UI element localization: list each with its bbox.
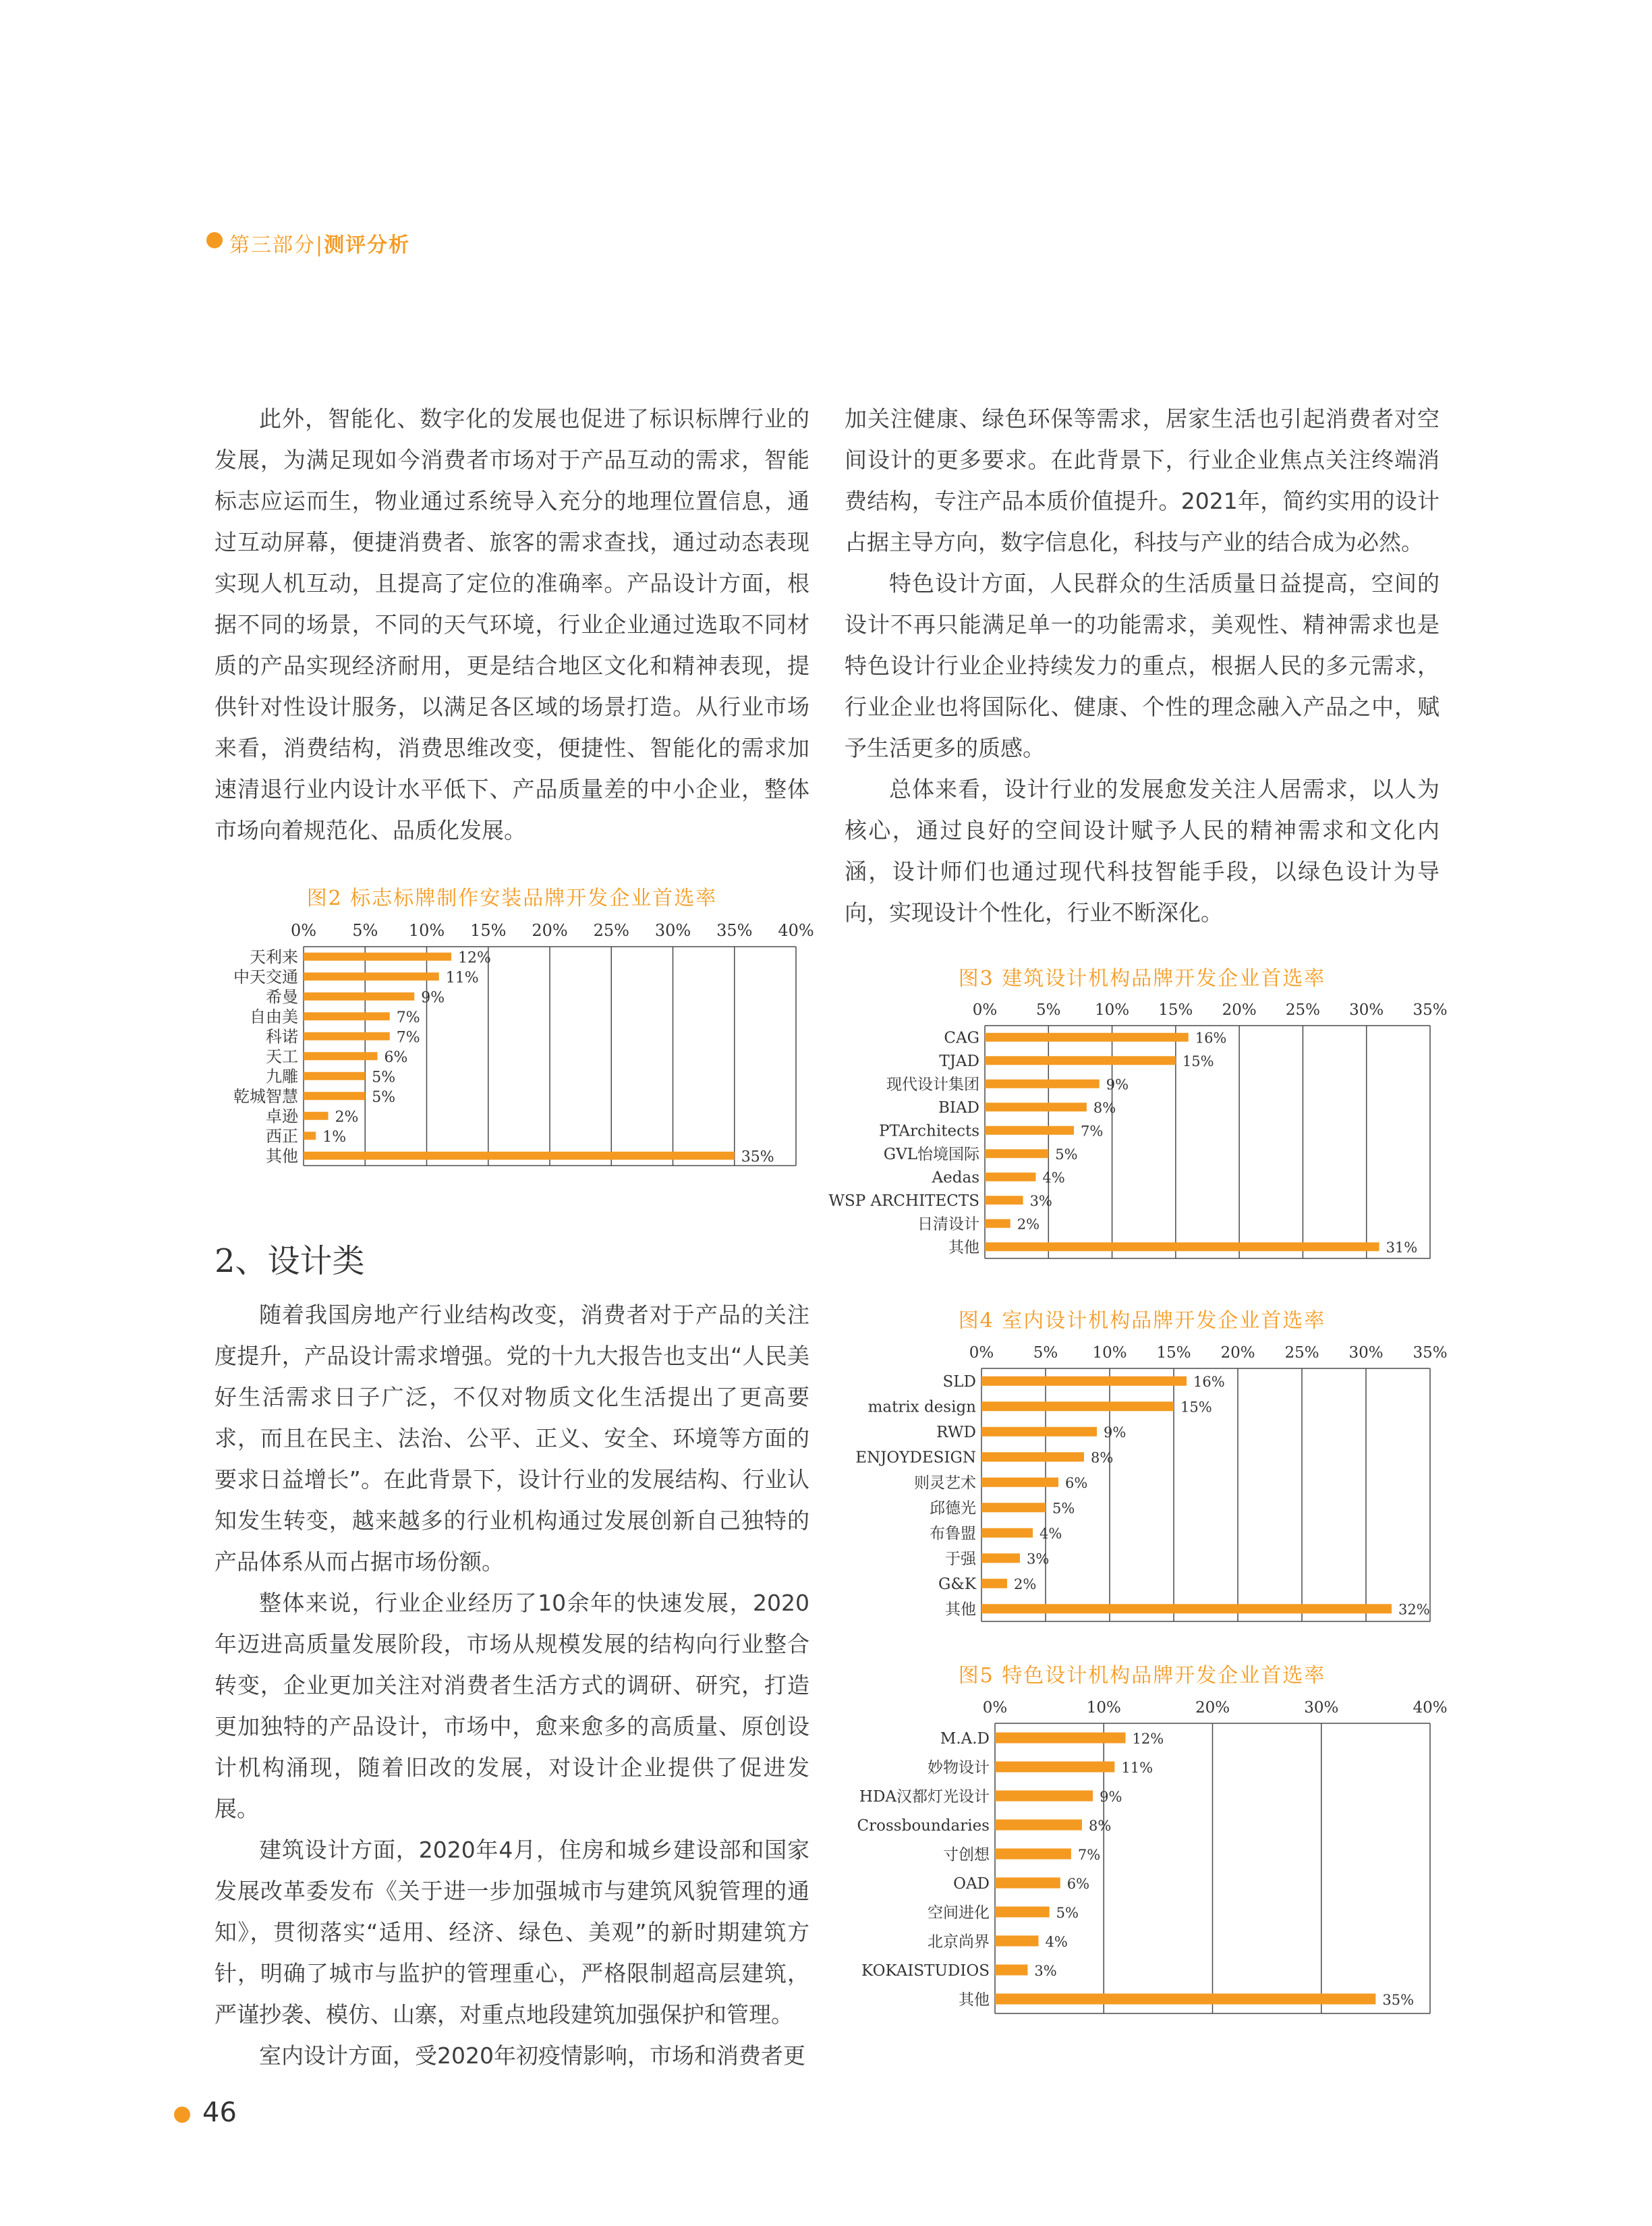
data-label: 5% <box>372 1088 396 1106</box>
bar <box>304 1012 390 1020</box>
bar <box>985 1126 1074 1135</box>
paragraph: 随着我国房地产行业结构改变，消费者对于产品的关注度提升，产品设计需求增强。党的十九大报告也支出“人民美好生活需求日子广泛，不仅对物质文化生活提出了更高要求，而且在民主、法治、公平、正义、安全、环境等方面的要求日益增长”。在此背景下，设计行业的发展结构、行业认知发生转变，越来越多的行业机构通过发展创新自己独特的产品体系从而占据市场份额。 <box>215 1302 809 1575</box>
tick-label: 25% <box>1284 1344 1319 1362</box>
tick-label: 5% <box>352 921 378 940</box>
tick-label: 5% <box>1033 1344 1058 1362</box>
data-label: 32% <box>1398 1601 1430 1618</box>
bar <box>304 953 451 961</box>
data-label: 4% <box>1039 1526 1062 1542</box>
left-column-top <box>215 398 809 851</box>
bar <box>995 1936 1039 1947</box>
data-label: 8% <box>1089 1817 1112 1834</box>
bar <box>304 1072 365 1080</box>
category-label: WSP ARCHITECTS <box>828 1192 979 1211</box>
category-label: M.A.D <box>940 1729 990 1748</box>
category-label: 日清设计 <box>917 1215 979 1233</box>
data-label: 6% <box>384 1049 408 1066</box>
tick-label: 0% <box>969 1344 994 1362</box>
data-label: 7% <box>1081 1123 1104 1140</box>
tick-label: 20% <box>1220 1344 1255 1362</box>
tick-label: 20% <box>1195 1699 1230 1717</box>
tick-label: 10% <box>1086 1699 1121 1717</box>
bar <box>981 1579 1007 1588</box>
bar <box>985 1196 1023 1204</box>
data-label: 5% <box>1052 1500 1075 1517</box>
header-separator: | <box>316 233 324 257</box>
bar <box>981 1376 1187 1386</box>
paragraph: 加关注健康、绿色环保等需求，居家生活也引起消费者对空间设计的更多要求。在此背景下，行业企业焦点关注终端消费结构，专注产品本质价值提升。2021年，简约实用的设计占据主导方向，数字信息化，科技与产业的结合成为必然。 <box>845 406 1440 555</box>
category-label: 其他 <box>266 1146 298 1166</box>
bar <box>985 1080 1100 1088</box>
data-label: 11% <box>445 969 479 986</box>
data-label: 9% <box>1106 1076 1129 1093</box>
tick-label: 20% <box>1222 1001 1257 1019</box>
figure-4-title: 图4 室内设计机构品牌开发企业首选率 <box>958 1309 1326 1333</box>
category-label: 天工 <box>266 1047 298 1066</box>
section-name: 第三部分 <box>229 233 316 257</box>
category-label: 天利来 <box>250 947 298 967</box>
tick-label: 25% <box>593 921 629 940</box>
category-label: RWD <box>936 1424 976 1442</box>
category-label: Aedas <box>932 1169 979 1187</box>
category-label: 邱德光 <box>930 1499 976 1518</box>
paragraph: 整体来说，行业企业经历了10余年的快速发展，2020年迈进高质量发展阶段，市场从规模发展的结构向行业整合转变，企业更加关注对消费者生活方式的调研、研究，打造更加独特的产品设计，市场中，愈来愈多的高质量、原创设计机构涌现，随着旧改的发展，对设计企业提供了促进发展。 <box>215 1590 809 1822</box>
category-label: 妙物设计 <box>928 1758 990 1777</box>
bar <box>985 1219 1010 1228</box>
bar <box>981 1604 1392 1613</box>
data-label: 4% <box>1045 1933 1068 1950</box>
tick-label: 35% <box>1413 1001 1448 1019</box>
tick-label: 30% <box>1349 1001 1384 1019</box>
data-label: 7% <box>1077 1846 1101 1863</box>
bar <box>995 1907 1050 1918</box>
data-label: 8% <box>1091 1449 1114 1466</box>
bar <box>985 1033 1189 1042</box>
bar <box>995 1762 1114 1773</box>
tick-label: 5% <box>1036 1001 1061 1019</box>
bar <box>995 1733 1126 1744</box>
bar <box>981 1427 1097 1437</box>
bar <box>304 1112 329 1120</box>
right-column-text <box>845 398 1440 933</box>
left-column-bottom <box>215 1294 809 2076</box>
section-heading: 2、设计类 <box>215 1242 365 1280</box>
category-label: PTArchitects <box>879 1122 979 1140</box>
bar <box>995 1820 1082 1831</box>
data-label: 2% <box>1014 1576 1037 1593</box>
category-label: TJAD <box>939 1053 979 1071</box>
data-label: 5% <box>1056 1904 1079 1921</box>
category-label: Crossboundaries <box>857 1816 990 1835</box>
data-label: 2% <box>1017 1216 1040 1233</box>
paragraph: 建筑设计方面，2020年4月，住房和城乡建设部和国家发展改革委发布《关于进一步加强城市与建筑风貌管理的通知》，贯彻落实“适用、经济、绿色、美观”的新时期建筑方针，明确了城市与监护的管理重心，严格限制超高层建筑，严谨抄袭、模仿、山寨，对重点地段建筑加强保护和管理。 <box>215 1837 809 2028</box>
tick-label: 15% <box>1158 1001 1193 1019</box>
category-label: matrix design <box>867 1398 976 1416</box>
tick-label: 30% <box>654 921 691 940</box>
bar <box>981 1452 1084 1462</box>
category-label: 布鲁盟 <box>930 1525 976 1543</box>
category-label: 空间进化 <box>928 1903 990 1922</box>
data-label: 6% <box>1065 1475 1088 1492</box>
category-label: 科诺 <box>266 1027 298 1047</box>
figure-4-chart <box>823 1343 1457 1626</box>
section-header <box>229 228 410 258</box>
data-label: 12% <box>458 949 491 967</box>
category-label: 九雕 <box>266 1067 298 1086</box>
data-label: 9% <box>1100 1788 1122 1805</box>
category-label: 现代设计集团 <box>886 1076 979 1094</box>
paragraph: 特色设计方面，人民群众的生活质量日益提高，空间的设计不再只能满足单一的功能需求，美观性、精神需求也是特色设计行业企业持续发力的重点，根据人民的多元需求，行业企业也将国际化、健康、个性的理念融入产品之中，赋予生活更多的质感。 <box>845 570 1440 761</box>
data-label: 2% <box>335 1109 359 1126</box>
category-label: BIAD <box>938 1099 979 1117</box>
tick-label: 0% <box>290 921 317 940</box>
page-number: 46 <box>202 2097 237 2128</box>
tick-label: 0% <box>972 1001 998 1019</box>
data-label: 9% <box>421 989 445 1007</box>
tick-label: 10% <box>1092 1344 1127 1362</box>
tick-label: 35% <box>716 921 753 940</box>
data-label: 35% <box>1382 1991 1415 2008</box>
bar <box>985 1173 1035 1181</box>
bar <box>981 1503 1046 1512</box>
data-label: 8% <box>1093 1100 1116 1117</box>
data-label: 1% <box>322 1128 347 1146</box>
data-label: 31% <box>1386 1240 1418 1256</box>
data-label: 35% <box>741 1148 774 1166</box>
header-bullet-icon <box>206 232 223 248</box>
category-label: 北京尚界 <box>928 1932 990 1951</box>
paragraph: 总体来看，设计行业的发展愈发关注人居需求，以人为核心，通过良好的空间设计赋予人民的精神需求和文化内涵，设计师们也通过现代科技智能手段，以绿色设计为导向，实现设计个性化，行业不断深化。 <box>845 776 1440 926</box>
page-number-bullet-icon <box>174 2107 190 2123</box>
figure-5-title: 图5 特色设计机构品牌开发企业首选率 <box>958 1664 1326 1688</box>
category-label: HDA汉都灯光设计 <box>859 1787 990 1806</box>
figure-3-title: 图3 建筑设计机构品牌开发企业首选率 <box>958 967 1326 991</box>
data-label: 9% <box>1104 1424 1127 1441</box>
category-label: 中天交通 <box>233 967 298 986</box>
bar <box>304 1132 316 1140</box>
paragraph: 此外，智能化、数字化的发展也促进了标识标牌行业的发展，为满足现如今消费者市场对于产品互动的需求，智能标志应运而生，物业通过系统导入充分的地理位置信息，通过互动屏幕，便捷消费者、旅客的需求查找，通过动态表现实现人机互动，且提高了定位的准确率。产品设计方面，根据不同的场景，不同的天气环境，行业企业通过选取不同材质的产品实现经济耐用，更是结合地区文化和精神表现，提供针对性设计服务，以满足各区域的场景打造。从行业市场来看，消费结构，消费思维改变，便捷性、智能化的需求加速清退行业内设计水平低下、产品质量差的中小企业，整体市场向着规范化、品质化发展。 <box>215 406 809 843</box>
bar <box>304 1052 378 1060</box>
tick-label: 10% <box>408 921 445 940</box>
tick-label: 30% <box>1304 1699 1339 1717</box>
tick-label: 15% <box>1156 1344 1191 1362</box>
bar <box>304 1032 390 1040</box>
data-label: 15% <box>1182 1053 1214 1070</box>
category-label: KOKAISTUDIOS <box>861 1961 990 1980</box>
category-label: 西正 <box>266 1126 298 1146</box>
tick-label: 40% <box>778 921 814 940</box>
data-label: 15% <box>1180 1399 1212 1416</box>
bar <box>304 972 439 980</box>
category-label: 希曼 <box>266 987 298 1007</box>
category-label: 寸创想 <box>943 1845 990 1864</box>
data-label: 5% <box>372 1069 396 1086</box>
data-label: 7% <box>396 1009 420 1026</box>
data-label: 11% <box>1121 1759 1153 1776</box>
tick-label: 35% <box>1413 1344 1448 1362</box>
tick-label: 10% <box>1095 1001 1130 1019</box>
category-label: 于强 <box>945 1550 976 1568</box>
category-label: 则灵艺术 <box>914 1474 976 1493</box>
data-label: 16% <box>1193 1374 1225 1391</box>
figure-2-title: 图2 标志标牌制作安装品牌开发企业首选率 <box>306 887 718 910</box>
tick-label: 0% <box>982 1699 1008 1717</box>
bar <box>981 1478 1058 1487</box>
figure-2-chart <box>189 921 823 1184</box>
bar <box>995 1965 1027 1976</box>
tick-label: 30% <box>1348 1344 1384 1362</box>
tick-label: 25% <box>1285 1001 1320 1019</box>
bar <box>995 1994 1375 2005</box>
bar <box>985 1242 1379 1251</box>
bar <box>995 1791 1093 1802</box>
data-label: 4% <box>1042 1169 1065 1186</box>
category-label: G&K <box>938 1576 976 1594</box>
data-label: 3% <box>1027 1551 1050 1567</box>
data-label: 16% <box>1195 1030 1227 1047</box>
section-title: 测评分析 <box>324 233 411 257</box>
category-label: ENJOYDESIGN <box>855 1449 976 1467</box>
data-label: 5% <box>1055 1146 1078 1163</box>
bar <box>304 1092 365 1100</box>
category-label: 其他 <box>945 1601 976 1619</box>
category-label: 其他 <box>948 1239 979 1257</box>
bar <box>985 1149 1048 1158</box>
bar <box>985 1056 1176 1065</box>
category-label: 其他 <box>959 1991 990 2009</box>
bar <box>995 1878 1060 1889</box>
tick-label: 15% <box>470 921 507 940</box>
paragraph: 室内设计方面，受2020年初疫情影响，市场和消费者更 <box>259 2042 805 2069</box>
category-label: 乾城智慧 <box>233 1086 298 1106</box>
bar <box>304 993 414 1001</box>
bar <box>981 1401 1174 1411</box>
tick-label: 40% <box>1413 1699 1448 1717</box>
data-label: 6% <box>1066 1875 1090 1892</box>
data-label: 7% <box>396 1029 420 1047</box>
figure-3-chart <box>823 1000 1457 1270</box>
data-label: 3% <box>1034 1962 1057 1979</box>
category-label: GVL怡境国际 <box>883 1146 979 1164</box>
bar <box>985 1103 1087 1111</box>
bar <box>304 1152 735 1160</box>
bar <box>981 1553 1020 1563</box>
figure-5-chart <box>823 1698 1457 2022</box>
category-label: 卓逊 <box>266 1107 298 1126</box>
data-label: 12% <box>1132 1730 1164 1747</box>
category-label: OAD <box>953 1874 990 1893</box>
category-label: SLD <box>942 1373 976 1391</box>
bar <box>995 1849 1071 1860</box>
category-label: 自由美 <box>250 1007 298 1026</box>
bar <box>981 1528 1033 1538</box>
data-label: 3% <box>1029 1193 1052 1210</box>
category-label: CAG <box>944 1029 979 1047</box>
tick-label: 20% <box>532 921 568 940</box>
